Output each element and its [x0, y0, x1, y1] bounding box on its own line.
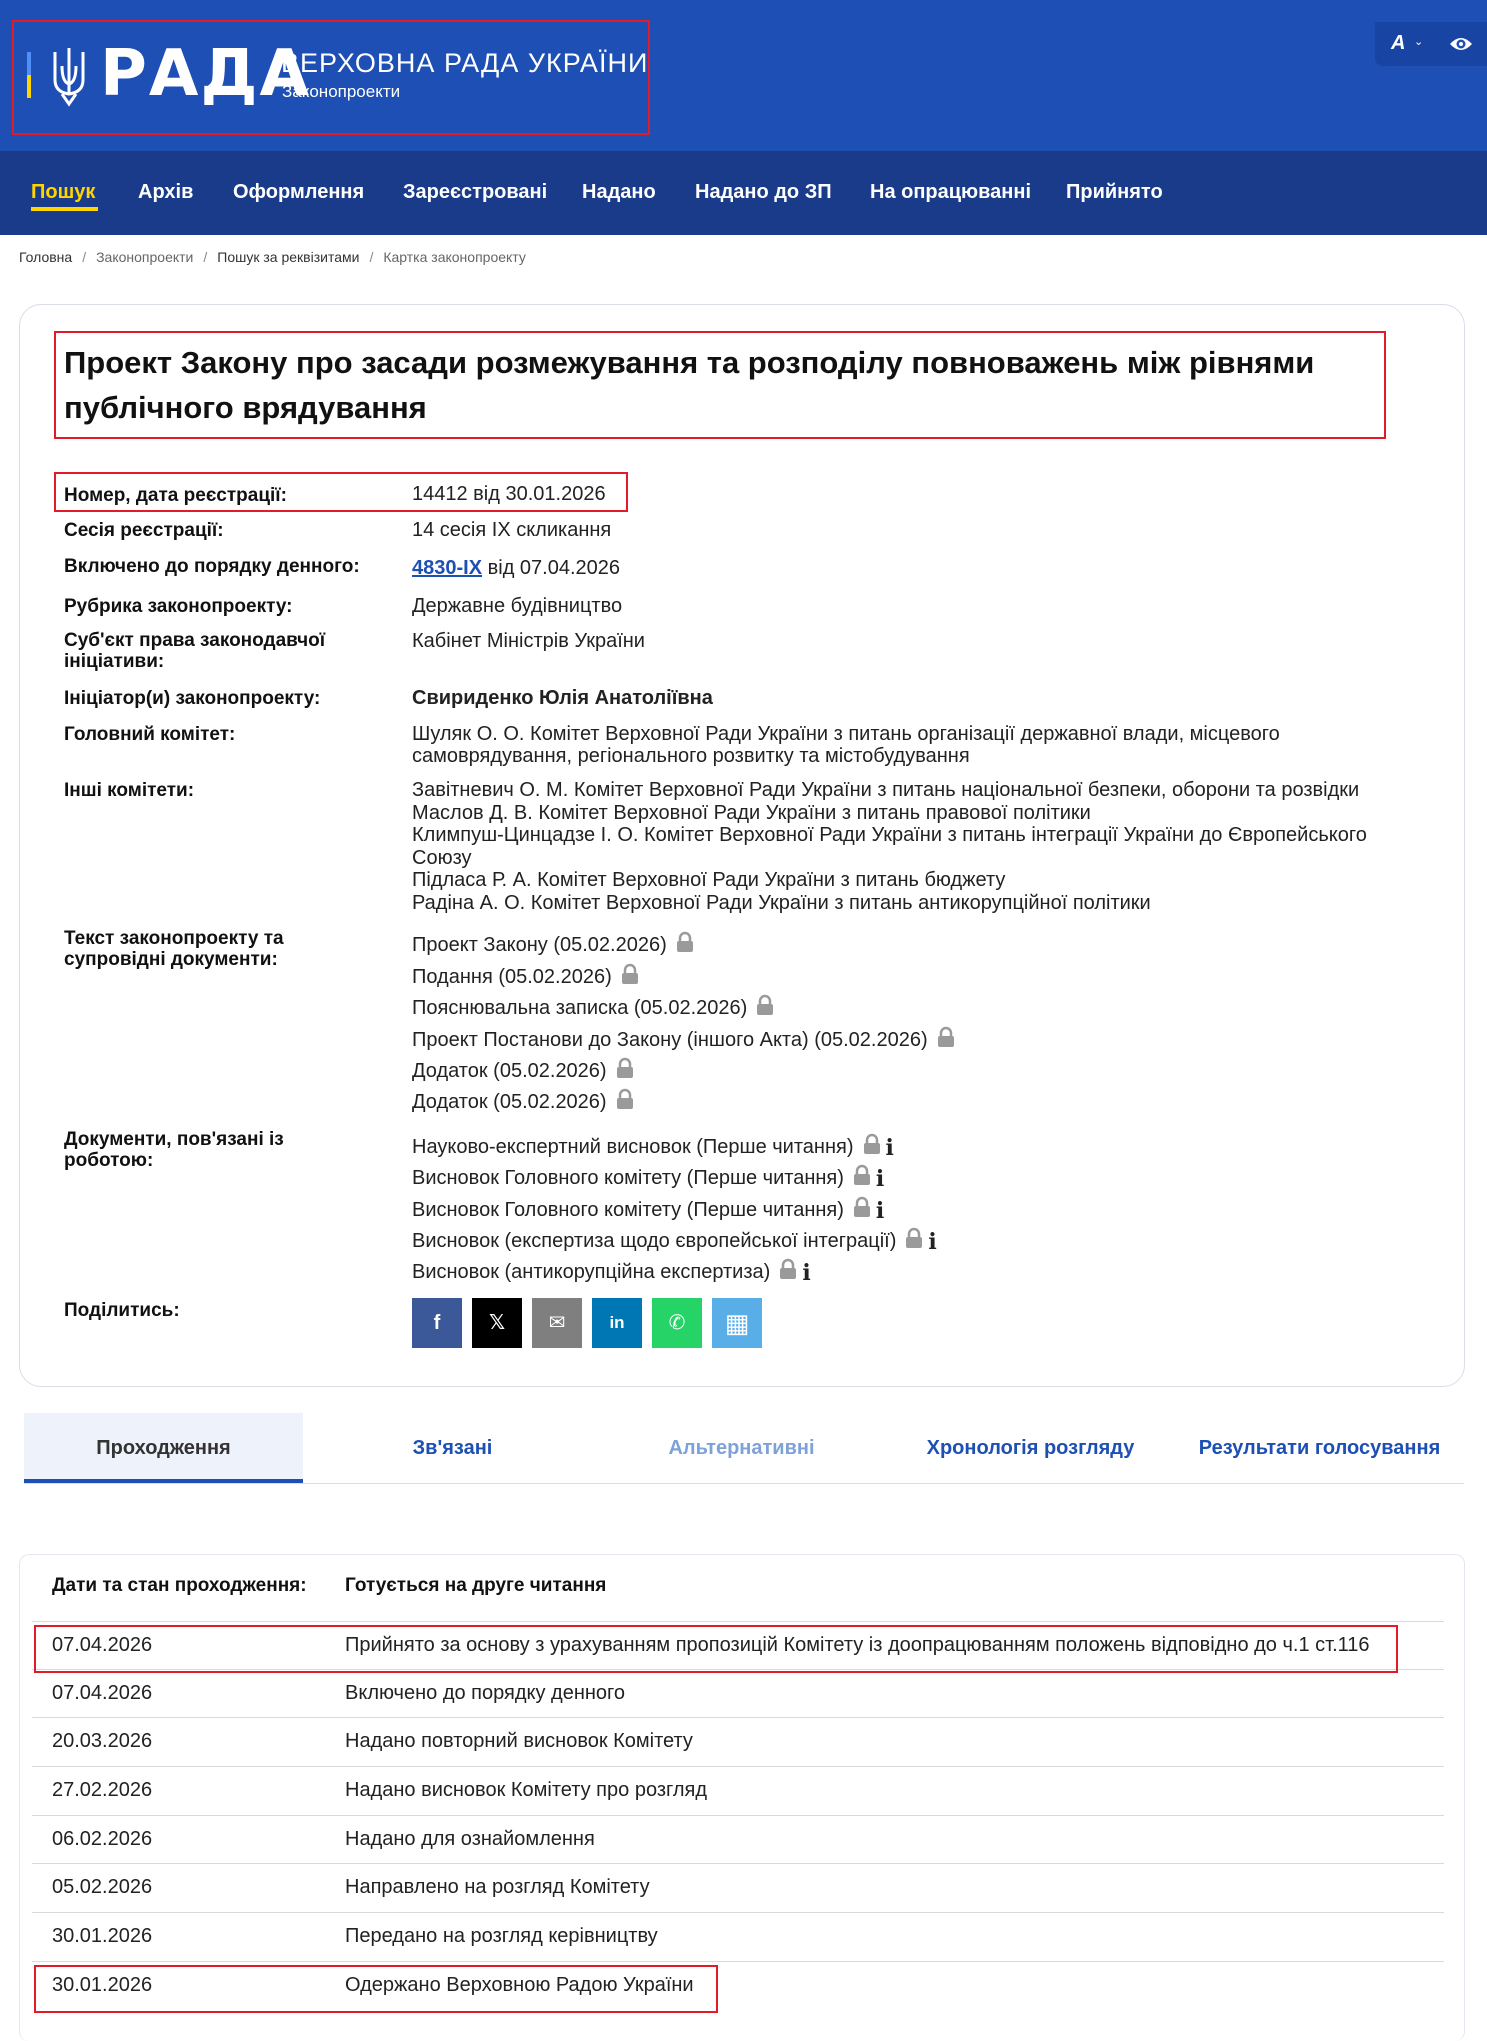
breadcrumb-bills[interactable]: Законопроекти	[96, 249, 194, 265]
row-date: 07.04.2026	[52, 1634, 153, 1656]
row-status: Надано повторний висновок Комітету	[345, 1730, 693, 1752]
eye-icon[interactable]	[1449, 34, 1473, 54]
font-size-button[interactable]: A	[1391, 32, 1406, 54]
table-header-status: Готується на друге читання	[345, 1575, 607, 1596]
row-date: 30.01.2026	[52, 1925, 153, 1947]
nav-item-adopted[interactable]: Прийнято	[1066, 181, 1163, 203]
row-date: 20.03.2026	[52, 1730, 153, 1752]
breadcrumb	[19, 249, 526, 265]
nav-item-provided-zp[interactable]: Надано до ЗП	[695, 181, 832, 203]
table-row	[32, 1815, 1444, 1863]
lock-icon	[778, 1258, 798, 1280]
row-status: Включено до порядку денного	[345, 1682, 626, 1704]
row-status: Передано на розгляд керівництву	[345, 1925, 658, 1947]
breadcrumb-separator: /	[82, 249, 87, 265]
chevron-down-icon[interactable]: ⌄	[1414, 36, 1424, 48]
lock-icon	[755, 994, 775, 1016]
rubric-value: Державне будівництво	[412, 595, 623, 617]
qr-code-icon: ▦	[724, 1308, 750, 1338]
table-row	[32, 1669, 1444, 1717]
related-doc-item[interactable]: Науково-експертний висновок (Перше читання) i	[412, 1135, 894, 1161]
other-committee-line: Радіна А. О. Комітет Верховної Ради України з питань антикорупційної політики	[412, 892, 1151, 914]
row-highlight-adopted	[34, 1625, 1398, 1673]
nav-item-search[interactable]: Пошук	[31, 181, 96, 203]
related-doc-item[interactable]: Висновок Головного комітету (Перше читання) i	[412, 1198, 885, 1224]
tab-alternative[interactable]: Альтернативні	[668, 1437, 815, 1459]
subject-value: Кабінет Міністрів України	[412, 630, 645, 652]
info-icon[interactable]: i	[802, 1260, 811, 1286]
info-icon[interactable]: i	[875, 1198, 885, 1224]
main-committee-line: Шуляк О. О. Комітет Верховної Ради України з питань організації державної влади, місцевого	[412, 723, 1280, 745]
lock-icon	[620, 963, 640, 985]
related-doc-item[interactable]: Висновок (антикорупційна експертиза) i	[412, 1260, 811, 1286]
row-status: Одержано Верховною Радою України	[345, 1974, 694, 1996]
row-date: 30.01.2026	[52, 1974, 153, 1996]
nav-item-provided[interactable]: Надано	[582, 181, 656, 203]
lock-icon	[936, 1026, 956, 1048]
whatsapp-icon: ✆	[668, 1312, 686, 1334]
nav-item-drafting[interactable]: Оформлення	[233, 181, 365, 203]
documents-label: Текст законопроекту та супровідні документи:	[64, 928, 284, 970]
document-item[interactable]: Додаток (05.02.2026)	[412, 1088, 635, 1113]
whatsapp-share-button[interactable]	[652, 1298, 702, 1348]
nav-item-archive[interactable]: Архів	[138, 181, 194, 203]
page-title: Проект Закону про засади розмежування та розподілу повноважень між рівнями публічного врядування	[64, 345, 1315, 425]
row-status: Надано висновок Комітету про розгляд	[345, 1779, 708, 1801]
table-row	[32, 1863, 1444, 1911]
facebook-icon: f	[433, 1312, 441, 1334]
nav-item-registered[interactable]: Зареєстровані	[403, 181, 548, 203]
trident-icon	[50, 44, 88, 108]
lock-icon	[852, 1164, 872, 1186]
row-date: 07.04.2026	[52, 1682, 153, 1704]
site-header	[0, 0, 1487, 151]
linkedin-share-button[interactable]	[592, 1298, 642, 1348]
lock-icon	[862, 1133, 882, 1155]
session-value: 14 сесія IX скликання	[412, 519, 612, 541]
row-status: Надано для ознайомлення	[345, 1828, 595, 1850]
row-date: 27.02.2026	[52, 1779, 153, 1801]
breadcrumb-search[interactable]: Пошук за реквізитами	[217, 249, 360, 265]
row-date: 05.02.2026	[52, 1876, 153, 1898]
main-committee-label: Головний комітет:	[64, 724, 236, 745]
row-status: Прийнято за основу з урахуванням пропозицій Комітету із доопрацюванням положень відповідно до ч.1 ст.116	[345, 1634, 1370, 1656]
info-icon[interactable]: i	[875, 1166, 885, 1192]
lock-icon	[615, 1088, 635, 1110]
other-committees-label: Інші комітети:	[64, 780, 195, 801]
document-item[interactable]: Пояснювальна записка (05.02.2026)	[412, 994, 775, 1019]
tab-chronology[interactable]: Хронологія розгляду	[926, 1437, 1135, 1459]
breadcrumb-separator: /	[203, 249, 208, 265]
other-committee-line: Завітневич О. М. Комітет Верховної Ради України з питань національної безпеки, оборони та розвідки	[412, 779, 1360, 801]
linkedin-icon: in	[609, 1313, 625, 1332]
main-nav	[0, 151, 1487, 235]
row-status: Направлено на розгляд Комітету	[345, 1876, 650, 1898]
lock-icon	[852, 1196, 872, 1218]
rubric-label: Рубрика законопроекту:	[64, 596, 293, 617]
x-icon: 𝕏	[488, 1312, 506, 1334]
lock-icon	[675, 931, 695, 953]
reg-number-label: Номер, дата реєстрації:	[64, 485, 287, 506]
qr-share-button[interactable]	[712, 1298, 762, 1348]
site-title: ВЕРХОВНА РАДА УКРАЇНИ	[281, 48, 649, 78]
other-committee-line: Климпуш-Цинцадзе І. О. Комітет Верховної Ради України з питань інтеграції України до Європейського	[412, 824, 1367, 846]
table-row	[32, 1766, 1444, 1814]
site-subtitle: Законопроекти	[282, 82, 401, 101]
logo-wordmark: РАДА	[100, 37, 311, 111]
tab-voting-results[interactable]: Результати голосування	[1198, 1437, 1441, 1459]
lock-icon	[615, 1057, 635, 1079]
tab-related[interactable]: Зв'язані	[412, 1437, 493, 1459]
document-item[interactable]: Додаток (05.02.2026)	[412, 1057, 635, 1082]
email-icon: ✉	[548, 1312, 566, 1334]
document-item[interactable]: Подання (05.02.2026)	[412, 963, 640, 988]
initiator-value[interactable]: Свириденко Юлія Анатоліївна	[412, 687, 713, 709]
table-row	[32, 1912, 1444, 1960]
breadcrumb-current: Картка законопроекту	[383, 249, 526, 265]
tab-progress[interactable]: Проходження	[24, 1413, 303, 1483]
accessibility-tools	[1375, 22, 1487, 66]
subject-label: Суб'єкт права законодавчої ініціативи:	[64, 630, 326, 672]
related-doc-item[interactable]: Висновок Головного комітету (Перше читання) i	[412, 1166, 885, 1192]
lock-icon	[904, 1227, 924, 1249]
other-committee-line: Підласа Р. А. Комітет Верховної Ради України з питань бюджету	[412, 869, 1006, 891]
session-label: Сесія реєстрації:	[64, 520, 224, 541]
table-row	[32, 1717, 1444, 1765]
nav-active-underline	[31, 207, 98, 211]
agenda-value	[412, 557, 620, 579]
other-committee-line: Маслов Д. В. Комітет Верховної Ради України з питань правової політики	[412, 802, 1091, 824]
flag-icon	[27, 52, 31, 98]
other-committee-line: Союзу	[412, 847, 472, 869]
document-item[interactable]: Проект Закону (05.02.2026)	[412, 931, 695, 956]
reg-number-value: 14412 від 30.01.2026	[412, 483, 606, 505]
initiator-label: Ініціатор(и) законопроекту:	[64, 688, 321, 709]
agenda-date: від 07.04.2026	[487, 557, 621, 579]
row-highlight-received	[34, 1965, 718, 2013]
x-share-button[interactable]	[472, 1298, 522, 1348]
row-date: 06.02.2026	[52, 1828, 153, 1850]
related-docs-label: Документи, пов'язані із роботою:	[64, 1129, 284, 1171]
info-icon[interactable]: i	[928, 1229, 937, 1255]
breadcrumb-home[interactable]: Головна	[19, 249, 73, 265]
tabs-divider	[24, 1483, 1464, 1484]
facebook-share-button[interactable]	[412, 1298, 462, 1348]
email-share-button[interactable]	[532, 1298, 582, 1348]
nav-item-in-processing[interactable]: На опрацюванні	[870, 181, 1032, 203]
table-header-dates: Дати та стан проходження:	[52, 1575, 307, 1596]
breadcrumb-separator: /	[369, 249, 374, 265]
document-item[interactable]: Проект Постанови до Закону (іншого Акта) (05.02.2026)	[412, 1026, 956, 1051]
share-label: Поділитись:	[64, 1300, 180, 1321]
info-icon[interactable]: i	[885, 1135, 894, 1161]
agenda-label: Включено до порядку денного:	[64, 556, 360, 577]
related-doc-item[interactable]: Висновок (експертиза щодо європейської інтеграції) i	[412, 1229, 937, 1255]
agenda-link[interactable]: 4830-IX	[412, 557, 483, 579]
main-committee-line: самоврядування, регіонального розвитку та містобудування	[412, 745, 970, 767]
